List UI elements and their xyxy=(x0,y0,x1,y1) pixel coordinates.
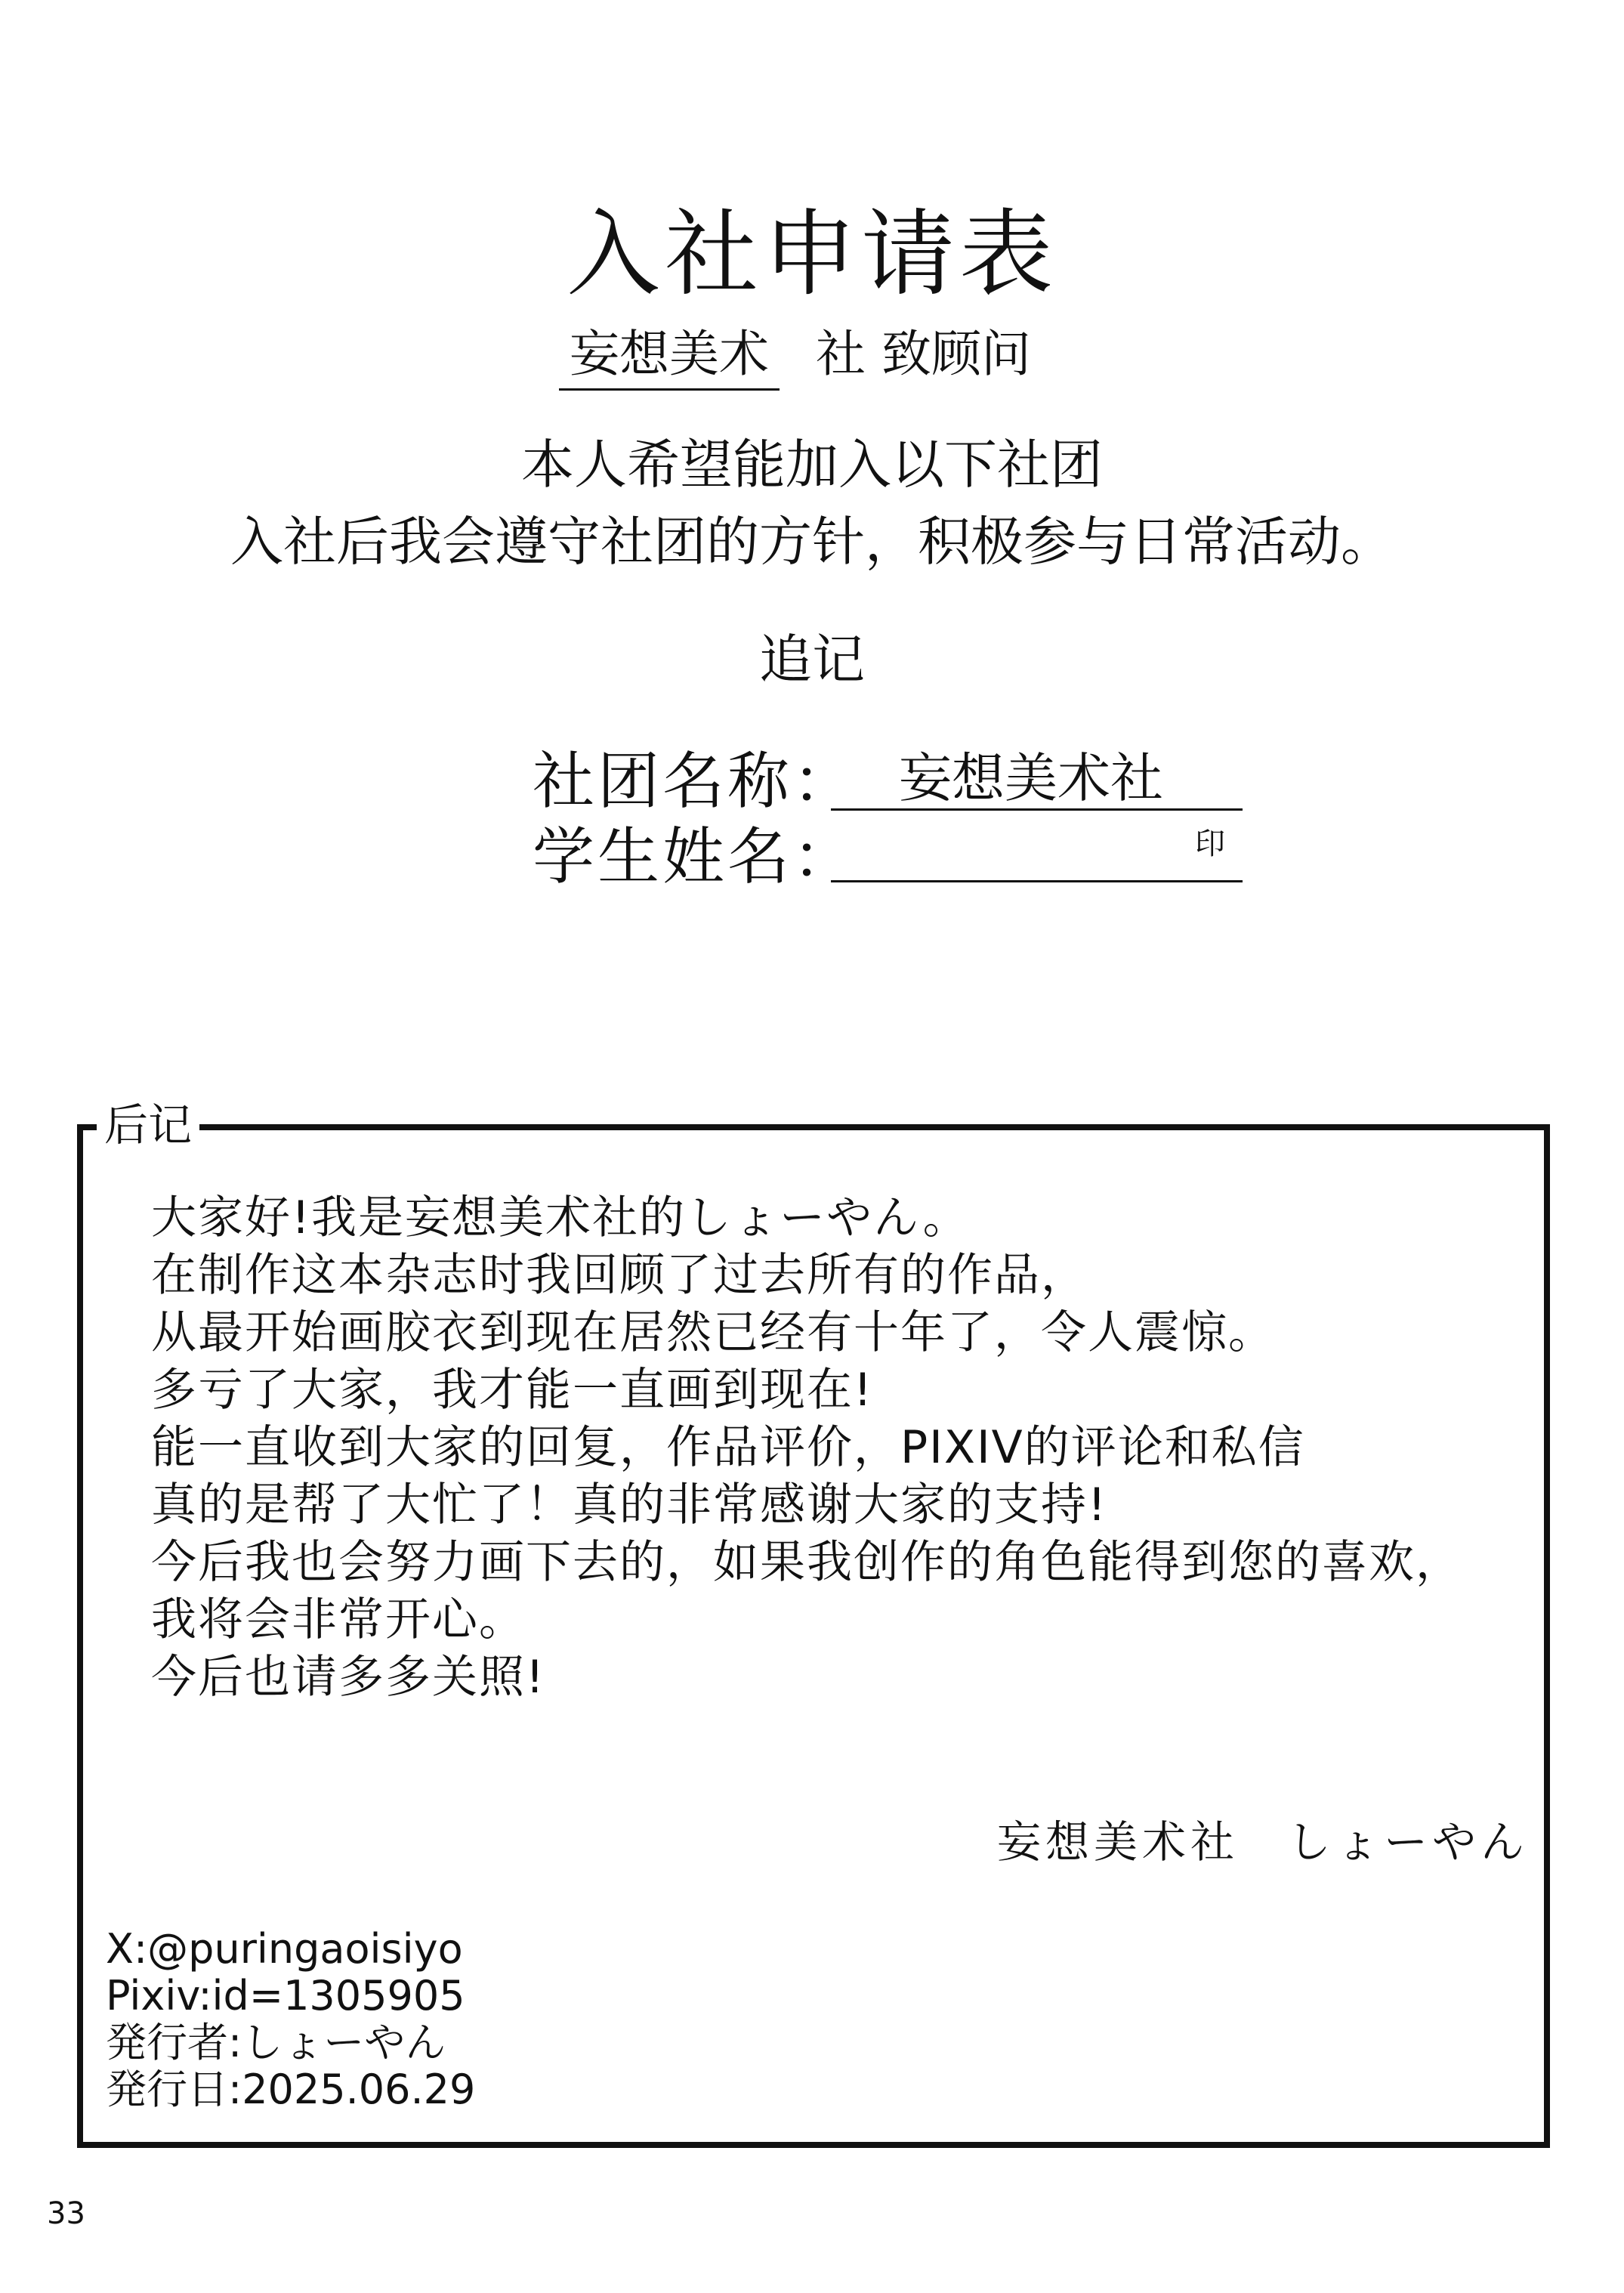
student-name-underline xyxy=(831,880,1243,882)
afterword-line: 我将会非常开心。 xyxy=(151,1593,526,1646)
request-statement-line-2: 入社后我会遵守社团的方针，积极参与日常活动。 xyxy=(230,511,1394,573)
publisher: 発行者:しょーやん xyxy=(106,2019,446,2066)
afterword-line: 能一直收到大家的回复，作品评价，PIXIV的评论和私信 xyxy=(151,1421,1305,1474)
pixiv-id: Pixiv:id=1305905 xyxy=(106,1972,465,2020)
publish-date: 発行日:2025.06.29 xyxy=(106,2066,476,2113)
page-number: 33 xyxy=(47,2196,85,2231)
seal-mark: 印 xyxy=(1195,827,1225,861)
afterword-line: 今后也请多多关照! xyxy=(151,1651,546,1704)
afterword-line: 多亏了大家，我才能一直画到现在! xyxy=(151,1364,874,1417)
afterword-line: 大家好!我是妄想美术社的しょーやん。 xyxy=(151,1191,970,1244)
afterword-line: 在制作这本杂志时我回顾了过去所有的作品， xyxy=(151,1249,1088,1302)
club-name-label: 社团名称： xyxy=(533,746,858,817)
x-account: X:@puringaoisiyo xyxy=(106,1925,463,1973)
afterword-signature: 妄想美术社 しょーやん xyxy=(997,1816,1530,1868)
request-statement-line-1: 本人希望能加入以下社团 xyxy=(521,434,1103,496)
afterword-line: 今后我也会努力画下去的，如果我创作的角色能得到您的喜欢， xyxy=(151,1536,1462,1589)
afterword-line: 从最开始画胶衣到现在居然已经有十年了，令人震惊。 xyxy=(151,1306,1275,1359)
addressee-club-name: 妄想美术 xyxy=(559,320,780,391)
form-title: 入社申请表 xyxy=(566,200,1057,309)
addressee-recipient: 社 致顾问 xyxy=(816,325,1031,383)
postscript-label: 追记 xyxy=(759,629,865,691)
afterword-line: 真的是帮了大忙了！真的非常感谢大家的支持! xyxy=(151,1479,1108,1531)
club-name-value: 妄想美术社 xyxy=(899,747,1163,809)
afterword-label: 后记 xyxy=(97,1099,199,1151)
club-name-underline xyxy=(831,808,1243,811)
addressee-line xyxy=(559,320,1031,396)
student-name-label: 学生姓名： xyxy=(533,821,858,893)
